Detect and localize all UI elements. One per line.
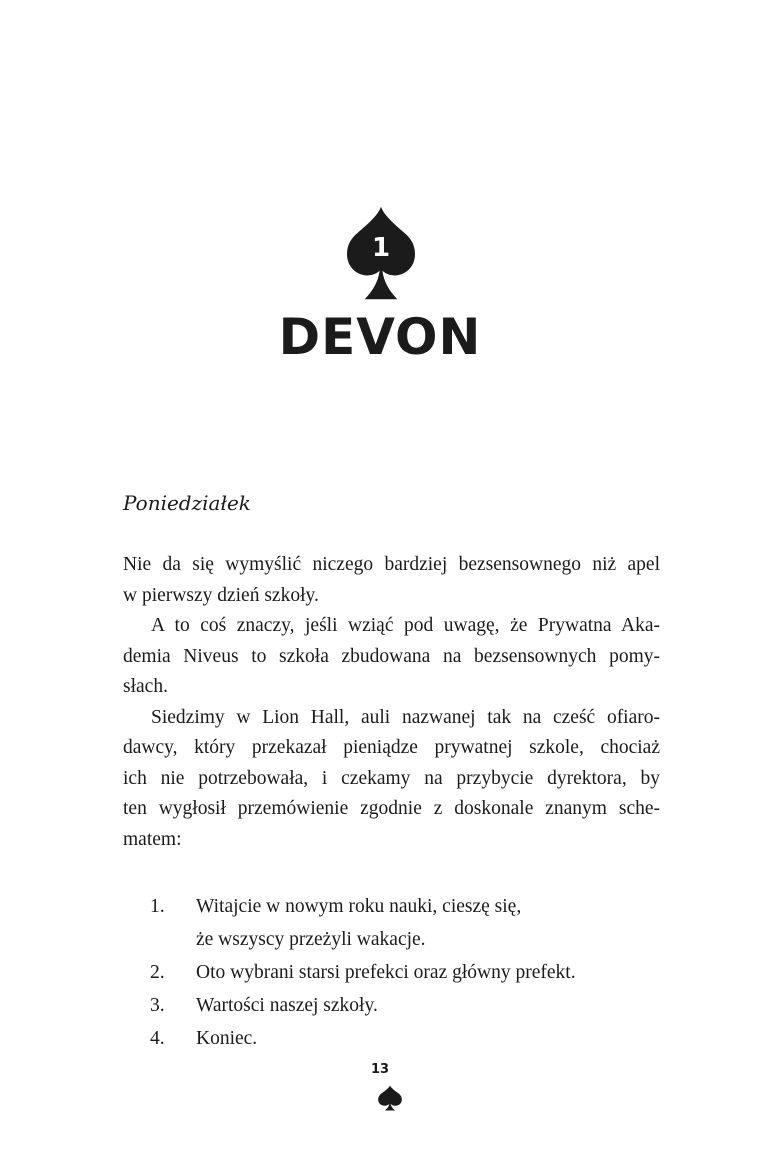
list-item-number: 3. (150, 995, 165, 1016)
list-item (150, 1022, 620, 1055)
chapter-title: DEVON (278, 308, 482, 366)
chapter-number-badge (347, 205, 415, 301)
text-line: Nie da się wymyślić niczego bardziej bezsensownego niż apel (123, 554, 660, 575)
paragraph (123, 703, 660, 856)
text-line: ten wygłosił przemówienie zgodnie z doskonale znanym sche- (123, 798, 660, 819)
text-line: Siedzimy w Lion Hall, auli nazwanej tak na cześć ofiaro- (151, 706, 660, 728)
list-item-number: 1. (150, 896, 165, 917)
text-line: matem: (123, 828, 182, 850)
list-item-continuation: że wszyscy przeżyli wakacje. (196, 929, 426, 950)
chapter-number: 1 (371, 233, 391, 263)
list-item-text: Wartości naszej szkoły. (196, 995, 378, 1016)
body-text (123, 550, 660, 855)
list-item-text: Koniec. (196, 1028, 258, 1049)
text-line: dawcy, który przekazał pieniądze prywatnej szkole, chociaż (123, 737, 660, 758)
text-line: A to coś znaczy, jeśli wziąć pod uwagę, że Prywatna Aka- (151, 615, 660, 636)
text-line: ich nie potrzebowała, i czekamy na przybycie dyrektora, by (123, 767, 660, 789)
spade-icon (378, 1085, 402, 1111)
list-item (150, 989, 620, 1022)
numbered-list (150, 890, 620, 1055)
list-item (150, 890, 620, 956)
paragraph (123, 611, 660, 703)
list-item-text: Witajcie w nowym roku nauki, cieszę się, (196, 896, 522, 917)
day-heading: Poniedziałek (123, 491, 251, 515)
list-item-number: 2. (150, 962, 165, 983)
list-item-number: 4. (150, 1028, 165, 1049)
paragraph (123, 550, 660, 611)
text-line: słach. (123, 676, 168, 697)
text-line: demia Niveus to szkoła zbudowana na bezsensownych pomy- (123, 645, 660, 667)
text-line: w pierwszy dzień szkoły. (123, 584, 319, 606)
list-item (150, 956, 620, 989)
page-number: 13 (370, 1062, 390, 1077)
list-item-text: Oto wybrani starsi prefekci oraz główny prefekt. (196, 962, 576, 983)
